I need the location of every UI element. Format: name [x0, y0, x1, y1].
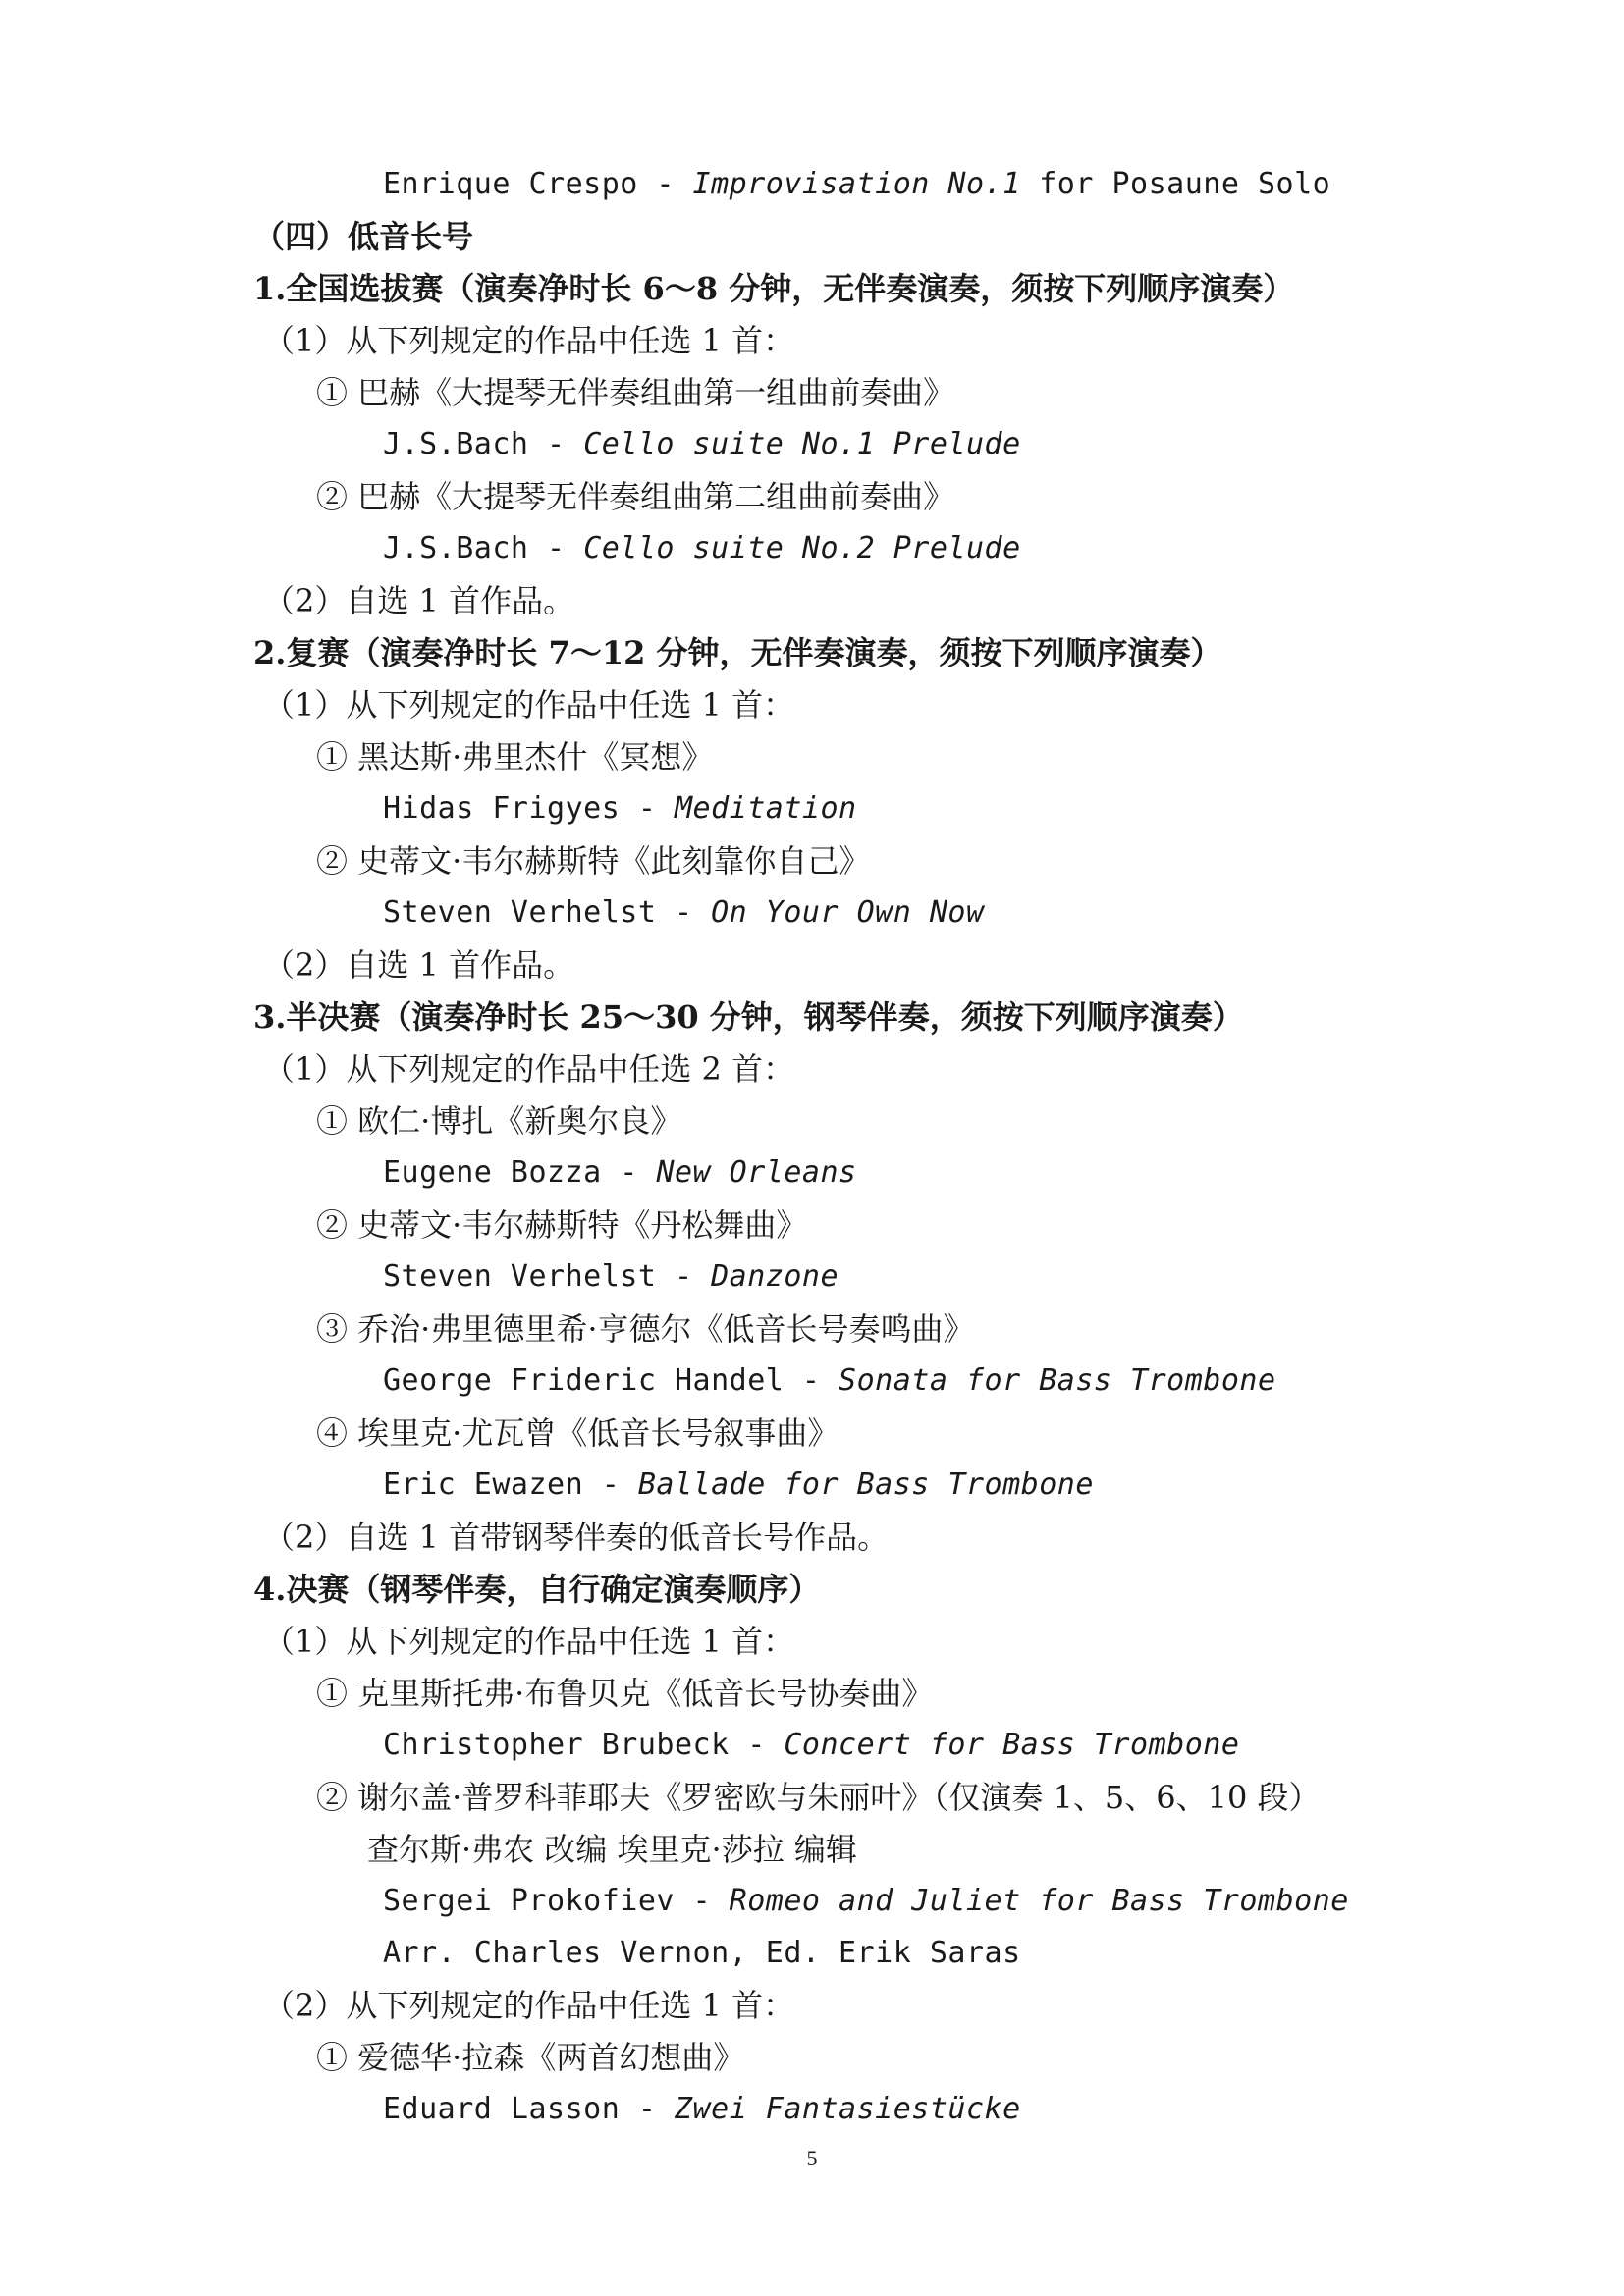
work-title: Improvisation No.1 — [692, 167, 1021, 201]
work-english-title — [383, 1464, 1094, 1507]
work-chinese-title: ② 巴赫《大提琴无伴奏组曲第二组曲前奏曲》 — [316, 478, 955, 515]
composer-name: Eugene Bozza - — [383, 1155, 657, 1190]
composer-name: J.S.Bach - — [383, 427, 584, 461]
round-heading-semifinal: 3.半决赛（演奏净时长 25～30 分钟，钢琴伴奏，须按下列顺序演奏） — [253, 998, 1244, 1036]
work-title: Meditation — [674, 791, 857, 826]
work-title: New Orleans — [656, 1155, 857, 1190]
work-chinese-title: ① 黑达斯·弗里杰什《冥想》 — [316, 738, 714, 775]
work-chinese-title: ① 巴赫《大提琴无伴奏组曲第一组曲前奏曲》 — [316, 374, 955, 411]
work-chinese-title: ② 史蒂文·韦尔赫斯特《此刻靠你自己》 — [316, 842, 871, 880]
work-suffix: for Posaune Solo — [1020, 167, 1331, 201]
arranger-editor-chinese: 查尔斯·弗农 改编 埃里克·莎拉 编辑 — [367, 1831, 857, 1868]
requirement-item: （1）从下列规定的作品中任选 1 首： — [263, 686, 795, 723]
work-english-title — [383, 163, 1330, 206]
requirement-item: （2）自选 1 首作品。 — [263, 946, 575, 984]
work-english-title — [383, 527, 1021, 570]
work-chinese-title: ① 爱德华·拉森《两首幻想曲》 — [316, 2039, 745, 2076]
requirement-item: （2）从下列规定的作品中任选 1 首： — [263, 1987, 795, 2024]
arranger-editor-english: Arr. Charles Vernon, Ed. Erik Saras — [383, 1936, 1021, 1970]
composer-name: George Frideric Handel - — [383, 1363, 839, 1398]
requirement-item: （2）自选 1 首作品。 — [263, 582, 575, 619]
composer-name: Christopher Brubeck - — [383, 1728, 785, 1762]
composer-name: Steven Verhelst - — [383, 1259, 712, 1294]
work-english-title — [383, 1255, 839, 1299]
work-english-title — [383, 1360, 1276, 1403]
work-chinese-title: ③ 乔治·弗里德里希·亨德尔《低音长号奏鸣曲》 — [316, 1310, 975, 1348]
composer-name: Sergei Prokofiev - — [383, 1884, 730, 1918]
page-number: 5 — [806, 2146, 818, 2170]
composer-name: Eric Ewazen - — [383, 1468, 638, 1502]
work-english-title — [383, 1724, 1239, 1767]
section-heading-bass-trombone: （四）低音长号 — [253, 218, 474, 255]
work-english-title — [383, 787, 857, 830]
work-title: Cello suite No.2 Prelude — [583, 531, 1021, 565]
work-title: Danzone — [711, 1259, 839, 1294]
round-heading-final: 4.决赛（钢琴伴奏，自行确定演奏顺序） — [253, 1571, 821, 1608]
work-title: Romeo and Juliet for Bass Trombone — [729, 1884, 1349, 1918]
work-title: Zwei Fantasiestücke — [674, 2092, 1021, 2126]
work-chinese-title: ④ 埃里克·尤瓦曾《低音长号叙事曲》 — [316, 1415, 839, 1452]
work-english-title — [383, 1151, 857, 1195]
work-title: Sonata for Bass Trombone — [839, 1363, 1276, 1398]
work-chinese-title: ① 克里斯托弗·布鲁贝克《低音长号协奏曲》 — [316, 1675, 934, 1712]
composer-name: Eduard Lasson - — [383, 2092, 675, 2126]
requirement-item: （1）从下列规定的作品中任选 2 首： — [263, 1050, 795, 1088]
round-heading-second-round: 2.复赛（演奏净时长 7～12 分钟，无伴奏演奏，须按下列顺序演奏） — [253, 634, 1222, 671]
round-heading-national-selection: 1.全国选拔赛（演奏净时长 6～8 分钟，无伴奏演奏，须按下列顺序演奏） — [253, 270, 1295, 307]
work-english-title — [383, 1880, 1349, 1923]
work-title: Ballade for Bass Trombone — [637, 1468, 1094, 1502]
requirement-item: （1）从下列规定的作品中任选 1 首： — [263, 322, 795, 359]
work-title: Cello suite No.1 Prelude — [583, 427, 1021, 461]
composer-name: Hidas Frigyes - — [383, 791, 675, 826]
requirement-item: （1）从下列规定的作品中任选 1 首： — [263, 1623, 795, 1660]
work-chinese-title: ① 欧仁·博扎《新奥尔良》 — [316, 1102, 682, 1140]
work-english-title — [383, 891, 985, 934]
composer-name: J.S.Bach - — [383, 531, 584, 565]
work-chinese-title: ② 谢尔盖·普罗科菲耶夫《罗密欧与朱丽叶》（仅演奏 1、5、6、10 段） — [316, 1779, 1321, 1816]
work-english-title — [383, 423, 1021, 466]
composer-name: Steven Verhelst - — [383, 895, 712, 930]
work-english-title — [383, 2088, 1021, 2131]
work-title: Concert for Bass Trombone — [784, 1728, 1240, 1762]
requirement-item: （2）自选 1 首带钢琴伴奏的低音长号作品。 — [263, 1519, 890, 1556]
work-title: On Your Own Now — [711, 895, 985, 930]
work-chinese-title: ② 史蒂文·韦尔赫斯特《丹松舞曲》 — [316, 1206, 808, 1244]
composer-name: Enrique Crespo - — [383, 167, 693, 201]
